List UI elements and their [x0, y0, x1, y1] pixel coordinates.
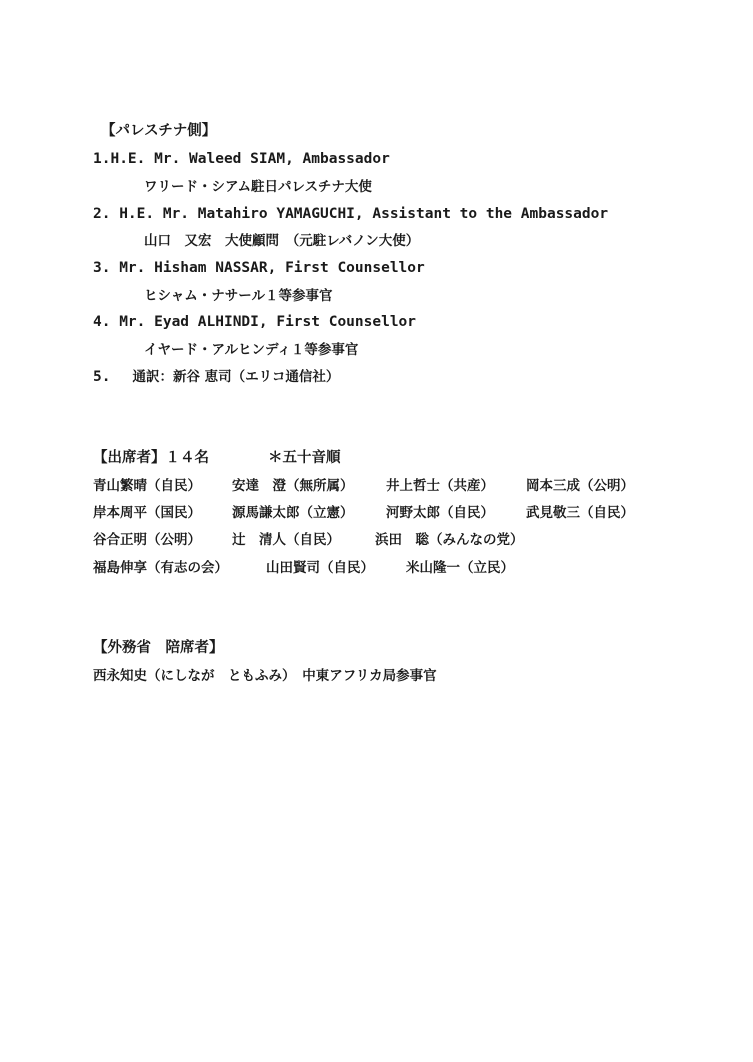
attendee: 岸本周平（国民）: [93, 505, 201, 521]
item-name: H.E. Mr. Matahiro YAMAGUCHI, Assistant to the Ambassador: [119, 206, 609, 222]
attendee: 山田賢司（自民）: [266, 560, 374, 576]
attendee: 谷合正明（公明）: [93, 532, 201, 548]
item-name: Mr. Hisham NASSAR, First Counsellor: [119, 260, 425, 276]
attendee: 浜田 聡（みんなの党）: [375, 532, 524, 548]
palestine-item-3-japanese: ヒシャム・ナサール１等参事官: [144, 288, 333, 304]
attendees-heading: 【出席者】１４名: [93, 450, 209, 466]
attendees-order-note: ＊五十音順: [268, 450, 341, 466]
item-number: 5.: [93, 369, 111, 385]
attendee: 辻 清人（自民）: [232, 532, 340, 548]
palestine-item-4: [93, 312, 416, 332]
attendee: 武見敬三（自民）: [526, 505, 634, 521]
attendee: 安達 澄（無所属）: [232, 478, 354, 494]
attendee: 福島伸享（有志の会）: [93, 560, 228, 576]
mofa-attendee: 西永知史（にしなが ともふみ） 中東アフリカ局参事官: [93, 668, 437, 684]
item-name: H.E. Mr. Waleed SIAM, Ambassador: [110, 151, 390, 167]
attendee: 青山繁晴（自民）: [93, 478, 201, 494]
palestine-item-5: [93, 367, 339, 387]
attendee: 河野太郎（自民）: [386, 505, 494, 521]
item-number: 1.: [93, 151, 111, 167]
palestine-item-3: [93, 258, 425, 278]
palestine-item-1-japanese: ワリード・シアム駐日パレスチナ大使: [144, 179, 372, 195]
attendee: 米山隆一（立民）: [406, 560, 514, 576]
palestine-item-2-japanese: 山口 又宏 大使顧問 （元駐レバノン大使）: [144, 233, 420, 249]
palestine-heading: 【パレスチナ側】: [101, 123, 217, 139]
attendee: 源馬謙太郎（立憲）: [232, 505, 354, 521]
attendee: 岡本三成（公明）: [526, 478, 634, 494]
item-number: 4.: [93, 314, 111, 330]
mofa-heading: 【外務省 陪席者】: [93, 640, 224, 656]
palestine-item-4-japanese: イヤード・アルヒンディ１等参事官: [144, 342, 359, 358]
item-number: 3.: [93, 260, 111, 276]
palestine-item-2: [93, 204, 608, 224]
item-number: 2.: [93, 206, 111, 222]
palestine-item-1: [93, 149, 390, 169]
interpreter-name: 通訳：新谷 恵司（エリコ通信社）: [132, 369, 340, 385]
item-name: Mr. Eyad ALHINDI, First Counsellor: [119, 314, 417, 330]
attendee: 井上哲士（共産）: [386, 478, 494, 494]
